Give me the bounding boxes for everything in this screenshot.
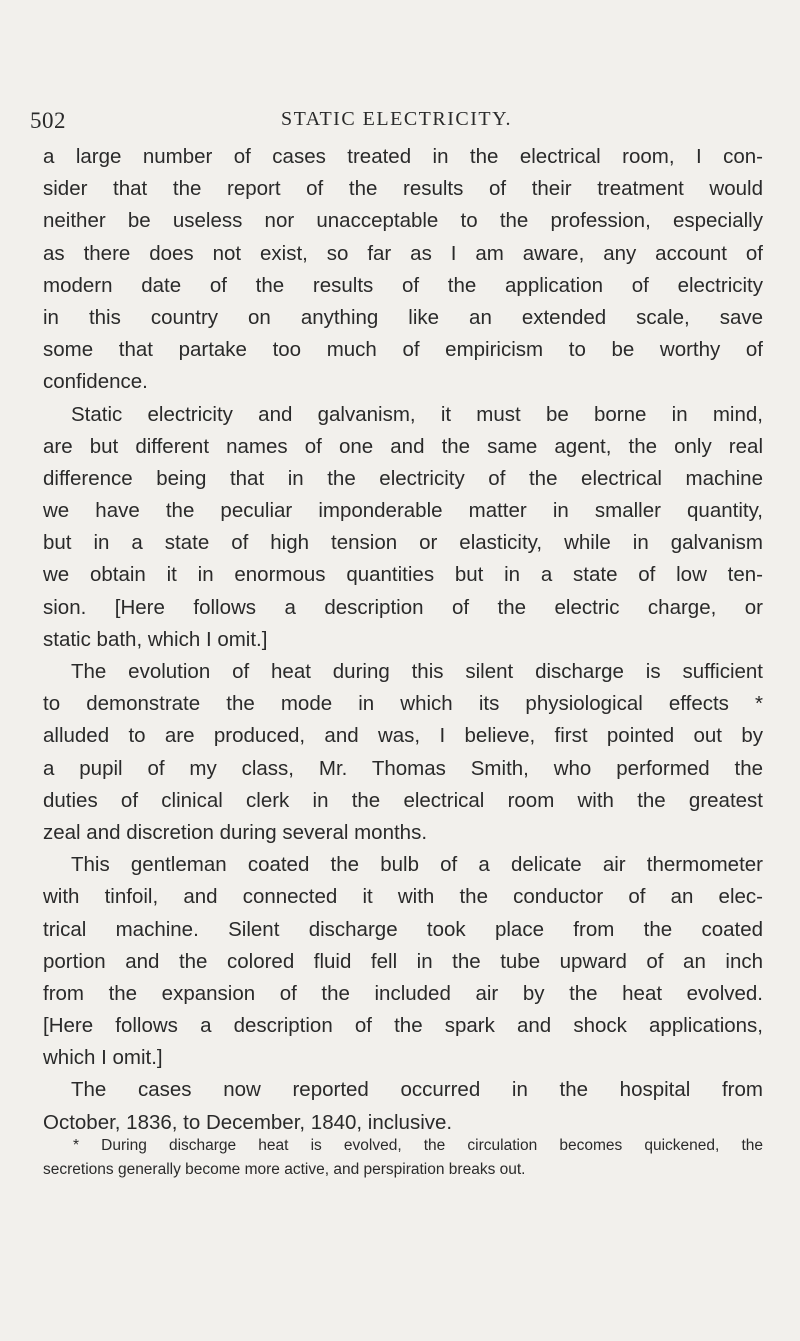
text-line: in this country on anything like an extended scale, save [43,305,763,329]
text-line: duties of clinical clerk in the electrical room with the greatest [43,788,763,812]
text-line: we have the peculiar imponderable matter in smaller quantity, [43,499,763,523]
text-line: portion and the colored fluid fell in the tube upward of an inch [43,949,763,973]
footnote-line: secretions generally become more active, and perspiration breaks out. [43,1161,526,1178]
text-line: static bath, which I omit.] [43,627,268,651]
text-line: with tinfoil, and connected it with the conductor of an elec- [43,885,763,909]
text-line: we obtain it in enormous quantities but in a state of low ten- [43,563,763,587]
text-line: This gentleman coated the bulb of a delicate air thermometer [71,853,763,877]
footnote [43,1134,763,1182]
text-line: The evolution of heat during this silent discharge is sufficient [71,660,763,683]
text-line: [Here follows a description of the spark and shock applications, [43,1014,763,1038]
text-line: neither be useless nor unacceptable to the profession, especially [43,209,763,233]
page-number: 502 [30,108,66,133]
text-line: as there does not exist, so far as I am aware, any account of [43,241,763,265]
text-line: alluded to are produced, and was, I believe, first pointed out by [43,724,763,748]
text-line: a large number of cases treated in the electrical room, I con- [43,145,763,168]
text-line: modern date of the results of the application of electricity [43,273,763,297]
running-head: STATIC ELECTRICITY. [281,108,512,130]
text-line: zeal and discretion during several months. [43,820,428,844]
text-line: difference being that in the electricity of the electrical machine [43,466,763,490]
text-line: to demonstrate the mode in which its physiological effects * [43,692,763,716]
text-line: sion. [Here follows a description of the electric charge, or [43,595,763,619]
body-text [43,141,763,1139]
text-line: October, 1836, to December, 1840, inclusive. [43,1110,453,1134]
text-line: sider that the report of the results of their treatment would [43,177,763,201]
text-line: which I omit.] [43,1046,163,1070]
text-line: some that partake too much of empiricism to be worthy of [43,338,763,362]
footnote-line: * During discharge heat is evolved, the circulation becomes quickened, the [73,1137,763,1154]
text-line: are but different names of one and the same agent, the only real [43,434,763,458]
text-line: a pupil of my class, Mr. Thomas Smith, who performed the [43,756,763,780]
page-header [30,108,720,138]
text-line: The cases now reported occurred in the hospital from [71,1078,763,1102]
text-line: confidence. [43,370,148,394]
text-line: but in a state of high tension or elasticity, while in galvanism [43,531,763,555]
text-line: from the expansion of the included air by the heat evolved. [43,981,763,1005]
text-line: trical machine. Silent discharge took place from the coated [43,917,763,941]
text-line: Static electricity and galvanism, it must be borne in mind, [71,402,763,426]
